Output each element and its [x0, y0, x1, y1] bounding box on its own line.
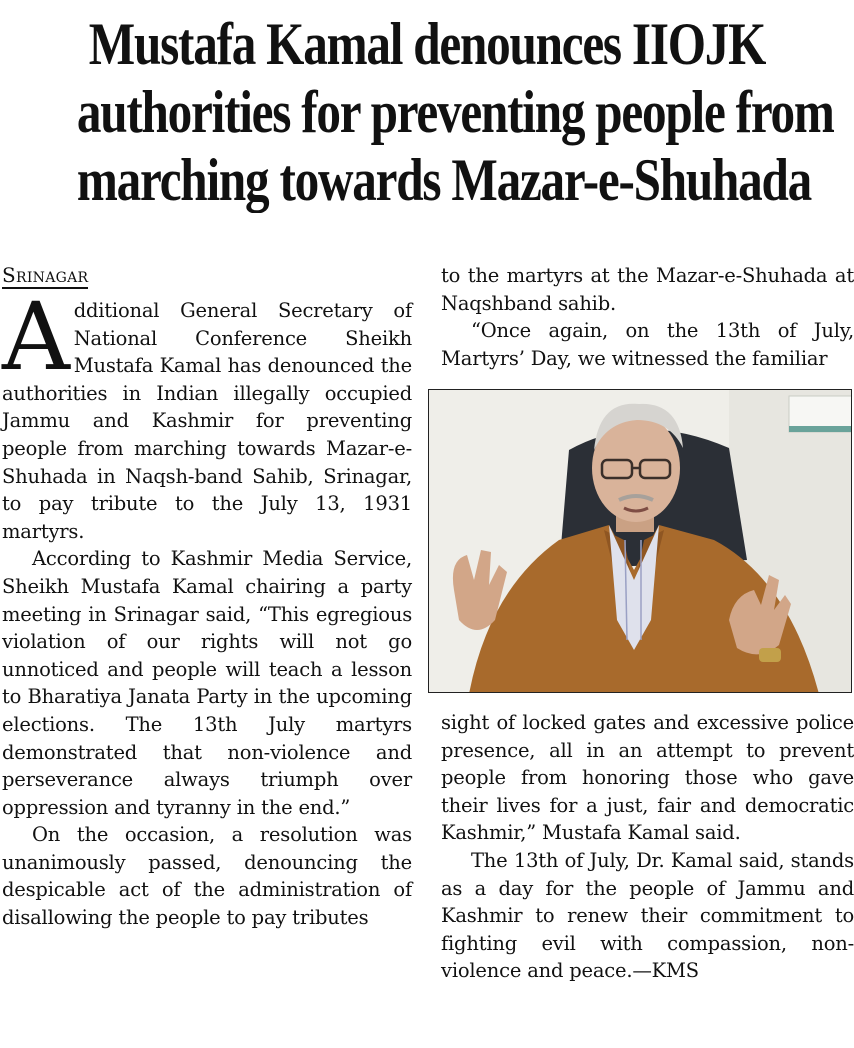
headline-line-3: marching towards Mazar-e-Shuhada	[76, 147, 812, 213]
paragraph-5: The 13th of July, Dr. Kamal said, stands as a day for the people of Jammu and Kashmir to renew their commitment to fighting evil with compassion, non-violence and peace.—KMS	[441, 848, 854, 983]
right-column-bottom	[441, 709, 854, 985]
paragraph-4-start: “Once again, on the 13th of July, Martyrs’ Day, we witnessed the familiar	[441, 319, 854, 370]
drop-cap: A	[2, 283, 70, 392]
paragraph-3-continued: to the martyrs at the Mazar-e-Shuhada at Naqshband sahib.	[441, 264, 854, 315]
dateline: Srinagar	[2, 263, 89, 287]
paragraph-1-text: dditional General Secretary of National Conference Sheikh Mustafa Kamal has denounced the authorities in Indian illegally occupied Jammu and Kashmir for preventing people from marching towards Mazar-e-Shuhada in Naqsh-band Sahib, Srinagar, to pay tribute to the July 13, 1931 martyrs.	[2, 299, 412, 543]
headline-line-1: Mustafa Kamal denounces IIOJK	[88, 11, 766, 77]
headline	[76, 10, 834, 214]
paragraph-4-continued: sight of locked gates and excessive police presence, all in an attempt to prevent people from honoring those who gave their lives for a just, fair and democratic Kashmir,” Mustafa Kamal said.	[441, 711, 854, 845]
paragraph-2: According to Kashmir Media Service, Sheikh Mustafa Kamal chairing a party meeting in Srinagar said, “This egregious violation of our rights will not go unnoticed and people will teach a lesson to Bharatiya Janata Party in the upcoming elections. The 13th July martyrs demonstrated that non-violence and perseverance always triumph over oppression and tyranny in the end.”	[2, 547, 412, 819]
left-column	[2, 262, 412, 932]
portrait-illustration	[429, 390, 852, 693]
portrait-photo	[428, 389, 852, 693]
headline-line-2: authorities for preventing people from	[76, 79, 834, 145]
paragraph-3: On the occasion, a resolution was unanimously passed, denouncing the despicable act of the administration of disallowing the people to pay tributes	[2, 823, 412, 930]
paragraph-1	[2, 283, 412, 545]
right-column-top	[441, 262, 854, 372]
